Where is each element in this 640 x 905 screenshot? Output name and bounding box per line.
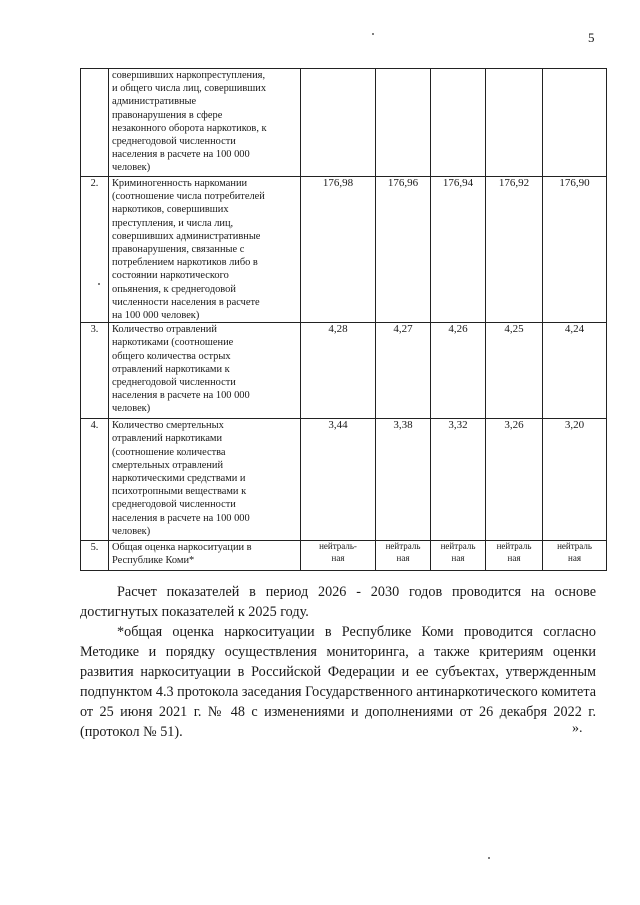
table-row xyxy=(81,323,607,419)
desc-line: (соотношение количества xyxy=(112,446,226,458)
desc-line: человек) xyxy=(112,162,151,174)
row-number: 2. xyxy=(81,177,109,323)
desc-line: совершивших административные xyxy=(112,230,261,242)
status-line: нейтраль xyxy=(440,541,476,552)
value-cell: 3,26 xyxy=(486,419,543,541)
desc-line: и общего числа лиц, совершивших xyxy=(112,83,267,95)
desc-line: правонарушения, связанные с xyxy=(112,244,245,256)
desc-line: среднегодовой численности xyxy=(112,499,236,511)
table-row xyxy=(81,69,607,177)
status-cell xyxy=(376,541,431,571)
value-cell: 4,24 xyxy=(543,323,607,419)
indicator-description xyxy=(109,69,301,177)
status-line: нейтраль- xyxy=(319,541,357,552)
value-cell: 176,92 xyxy=(486,177,543,323)
desc-line: Криминогенность наркомании xyxy=(112,178,248,189)
value-cell: 176,98 xyxy=(301,177,376,323)
desc-line: потреблением наркотиков либо в xyxy=(112,257,258,269)
value-cell: 4,25 xyxy=(486,323,543,419)
desc-line: наркотиков, совершивших xyxy=(112,204,229,216)
desc-line: населения в расчете на 100 000 xyxy=(112,390,250,402)
status-cell xyxy=(431,541,486,571)
indicator-description xyxy=(109,323,301,419)
status-cell xyxy=(486,541,543,571)
value-cell: 4,26 xyxy=(431,323,486,419)
status-line: нейтраль xyxy=(557,541,592,552)
row-number: 3. xyxy=(81,323,109,419)
value-cell: 3,32 xyxy=(431,419,486,541)
desc-line: Количество смертельных xyxy=(112,420,224,432)
desc-line: смертельных отравлений xyxy=(112,459,224,471)
value-cell xyxy=(543,69,607,177)
status-line: ная xyxy=(568,552,581,563)
desc-line: Количество отравлений xyxy=(112,324,217,336)
status-line: ная xyxy=(451,552,465,563)
status-line: ная xyxy=(331,552,345,563)
value-cell xyxy=(431,69,486,177)
row-number: 4. xyxy=(81,419,109,541)
status-line: нейтраль xyxy=(385,541,421,552)
desc-line: человек) xyxy=(112,525,151,537)
value-cell: 4,27 xyxy=(376,323,431,419)
desc-line: наркотическими средствами и xyxy=(112,473,246,485)
indicator-description xyxy=(109,177,301,323)
body-text xyxy=(80,582,596,742)
desc-line: среднегодовой численности xyxy=(112,377,236,389)
value-cell xyxy=(376,69,431,177)
indicators-table xyxy=(80,68,607,571)
value-cell: 3,44 xyxy=(301,419,376,541)
footnote-paragraph: *общая оценка наркоситуации в Республике Коми проводится согласно Методике и порядку осуществления мониторинга, а также критериям оценки развития наркоситуации в Российской Федерации и ее субъектах, утвержденным подпунктом 4.3 протокола заседания Государственного антинаркотического комитета от 25 июня 2021 г. № 48 с изменениями и дополнениями от 26 декабря 2022 г. (протокол № 51). xyxy=(80,624,596,740)
value-cell: 176,96 xyxy=(376,177,431,323)
status-cell xyxy=(543,541,607,571)
desc-line: на 100 000 человек) xyxy=(112,310,200,322)
desc-line: психотропными веществами к xyxy=(112,486,247,498)
desc-line: человек) xyxy=(112,403,151,415)
desc-line: состоянии наркотического xyxy=(112,270,229,282)
desc-line: населения в расчете на 100 000 xyxy=(112,149,250,161)
table-row xyxy=(81,541,607,571)
desc-line: среднегодовой численности xyxy=(112,136,236,148)
desc-line: отравлений наркотиками xyxy=(112,433,223,445)
desc-line: численности населения в расчете xyxy=(112,296,260,308)
status-line: нейтраль xyxy=(496,541,532,552)
table-row xyxy=(81,419,607,541)
desc-line: преступления, и числа лиц, xyxy=(112,217,234,229)
scan-speck xyxy=(372,33,374,35)
value-cell xyxy=(301,69,376,177)
value-cell: 3,20 xyxy=(543,419,607,541)
status-cell xyxy=(301,541,376,571)
desc-line: общего количества острых xyxy=(112,350,231,362)
row-number xyxy=(81,69,109,177)
desc-line: наркотиками (соотношение xyxy=(112,337,234,349)
table-row xyxy=(81,177,607,323)
indicator-description xyxy=(109,419,301,541)
desc-line: отравлений наркотиками к xyxy=(112,363,230,375)
status-line: ная xyxy=(507,552,521,563)
value-cell xyxy=(486,69,543,177)
desc-line: Общая оценка наркоситуации в xyxy=(112,542,252,554)
value-cell: 176,90 xyxy=(543,177,607,323)
scan-speck xyxy=(98,283,100,285)
row-number: 5. xyxy=(81,541,109,571)
value-cell: 4,28 xyxy=(301,323,376,419)
desc-line: правонарушения в сфере xyxy=(112,109,223,121)
value-cell: 176,94 xyxy=(431,177,486,323)
indicator-description xyxy=(109,541,301,571)
desc-line: опьянения, к среднегодовой xyxy=(112,283,236,295)
closing-quote: ». xyxy=(572,721,583,736)
calculation-paragraph: Расчет показателей в период 2026 - 2030 годов проводится на основе достигнутых показателей к 2025 году. xyxy=(80,584,596,620)
desc-line: населения в расчете на 100 000 xyxy=(112,512,250,524)
desc-line: административные xyxy=(112,96,197,108)
value-cell: 3,38 xyxy=(376,419,431,541)
scan-speck xyxy=(488,857,490,859)
desc-line: совершивших наркопреступления, xyxy=(112,70,266,81)
desc-line: (соотношение числа потребителей xyxy=(112,191,265,203)
desc-line: Республике Коми* xyxy=(112,555,195,567)
desc-line: незаконного оборота наркотиков, к xyxy=(112,122,267,134)
page-number: 5 xyxy=(588,30,595,45)
status-line: ная xyxy=(396,552,410,563)
